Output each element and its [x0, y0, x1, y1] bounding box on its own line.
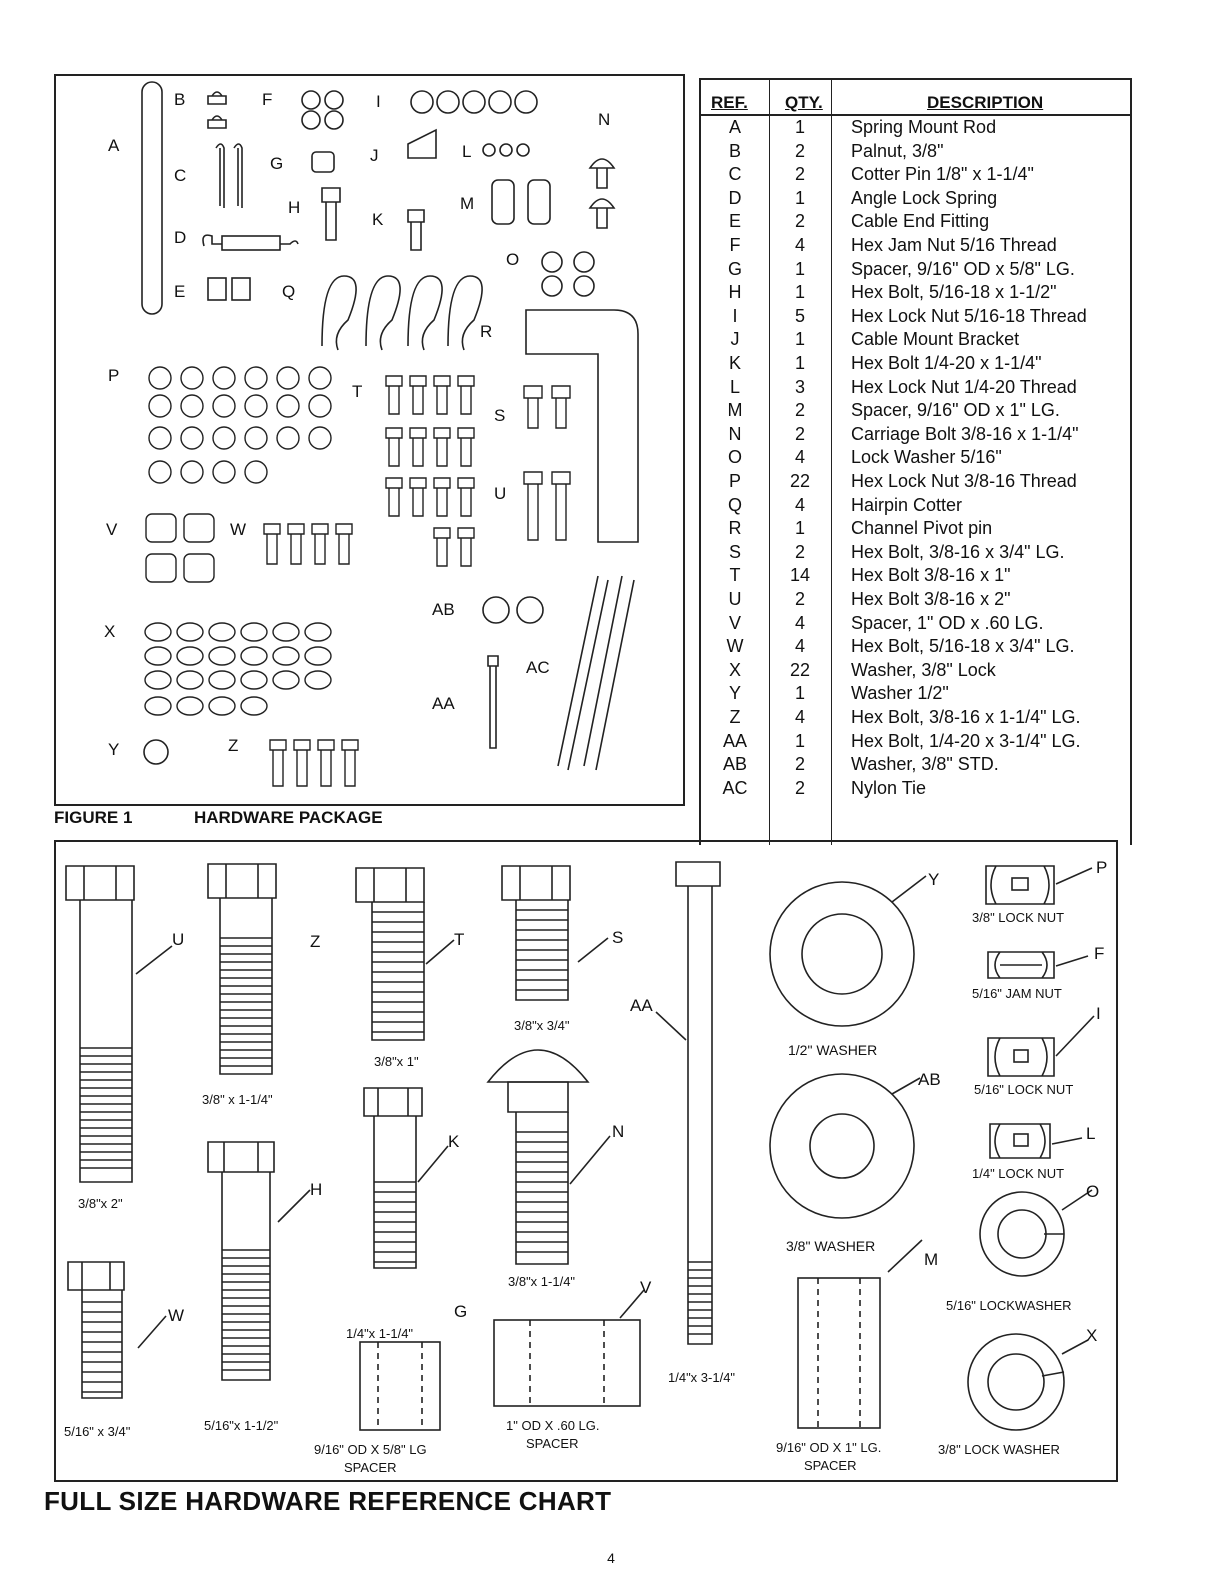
qty-cell: 1: [794, 730, 805, 751]
parts-table-row: [701, 753, 1130, 777]
caption-aa: 1/4"x 3-1/4": [668, 1370, 736, 1385]
caption-g-spacer: SPACER: [344, 1460, 397, 1475]
caption-g: 9/16" OD X 5/8" LG: [314, 1442, 427, 1457]
chart-letter-l: L: [1086, 1124, 1096, 1143]
part-letter-w: W: [230, 520, 247, 539]
caption-f: 5/16" JAM NUT: [972, 986, 1062, 1001]
part-letter-a: A: [108, 136, 120, 155]
qty-cell: 1: [794, 329, 805, 350]
ref-cell: AA: [722, 730, 747, 751]
part-letter-aa: AA: [432, 694, 455, 713]
chart-letter-n: N: [612, 1122, 625, 1141]
desc-cell: Hex Bolt, 5/16-18 x 1-1/2": [851, 282, 1057, 303]
qty-cell: 4: [794, 235, 805, 255]
chart-letter-m: M: [924, 1250, 939, 1269]
qty-cell: 2: [794, 541, 805, 562]
chart-letter-y: Y: [928, 870, 940, 889]
parts-table-row: [701, 234, 1130, 258]
qty-cell: 2: [794, 140, 805, 161]
caption-l: 1/4" LOCK NUT: [972, 1166, 1065, 1181]
ref-cell: AC: [722, 777, 748, 798]
parts-table-row: [701, 682, 1130, 706]
qty-cell: 1: [794, 353, 805, 373]
jamnut-f-drawing: [988, 952, 1088, 978]
parts-table-row: [701, 163, 1130, 187]
part-letter-z: Z: [228, 736, 239, 755]
desc-cell: Hairpin Cotter: [851, 494, 963, 515]
qty-cell: 5: [794, 305, 805, 326]
locknut-i-drawing: [988, 1016, 1094, 1076]
caption-k: 1/4"x 1-1/4": [346, 1326, 414, 1341]
locknut-l-drawing: [990, 1124, 1082, 1158]
col-ref-header: REF.: [711, 93, 748, 112]
qty-cell: 4: [794, 707, 805, 727]
parts-table-row: [701, 187, 1130, 211]
ref-cell: M: [727, 400, 743, 421]
desc-cell: Hex Bolt 1/4-20 x 1-1/4": [851, 353, 1042, 373]
washer-y-drawing: [770, 876, 926, 1026]
caption-m-spacer: SPACER: [804, 1458, 857, 1473]
ref-cell: G: [727, 258, 742, 279]
part-letter-s: S: [494, 406, 506, 425]
parts-table-header: [701, 80, 1130, 116]
ref-cell: E: [728, 211, 741, 232]
desc-cell: Hex Lock Nut 1/4-20 Thread: [851, 376, 1077, 397]
part-letter-p: P: [108, 366, 120, 385]
ref-cell: U: [728, 589, 742, 609]
desc-cell: Spacer, 9/16" OD x 5/8" LG.: [851, 258, 1075, 279]
chart-letter-i: I: [1096, 1004, 1101, 1023]
parts-table-row: [701, 588, 1130, 612]
qty-cell: 4: [794, 636, 805, 657]
parts-table-row: [701, 258, 1130, 282]
carriage-bolt-n-drawing: [488, 1050, 610, 1264]
chart-letter-o: O: [1086, 1182, 1100, 1201]
caption-v: 1" OD X .60 LG.: [506, 1418, 600, 1433]
qty-cell: 1: [794, 117, 805, 137]
qty-cell: 4: [794, 494, 805, 515]
qty-cell: 2: [794, 754, 805, 775]
desc-cell: Cable End Fitting: [851, 211, 990, 232]
qty-cell: 22: [789, 471, 811, 491]
ref-cell: Y: [728, 683, 741, 704]
part-letter-v: V: [106, 520, 118, 539]
ref-cell: I: [732, 305, 738, 326]
qty-cell: 4: [794, 612, 805, 633]
spacer-g-drawing: [360, 1342, 440, 1430]
chart-letter-f: F: [1094, 944, 1105, 963]
desc-cell: Palnut, 3/8": [851, 140, 944, 161]
part-letter-d: D: [174, 228, 187, 247]
reference-chart: [54, 840, 1118, 1482]
part-letter-y: Y: [108, 740, 120, 759]
desc-cell: Washer 1/2": [851, 683, 949, 704]
repeated-hardware: [145, 367, 570, 786]
parts-table-row: [701, 612, 1130, 636]
desc-cell: Carriage Bolt 3/8-16 x 1-1/4": [851, 423, 1079, 444]
hardware-package-drawing: [56, 76, 687, 808]
ref-cell: T: [729, 565, 741, 586]
desc-cell: Cable Mount Bracket: [851, 329, 1020, 350]
washer-ab-drawing: [770, 1074, 920, 1218]
ref-cell: L: [729, 376, 740, 397]
caption-v-spacer: SPACER: [526, 1436, 579, 1451]
part-letter-q: Q: [282, 282, 296, 301]
desc-cell: Hex Bolt 3/8-16 x 2": [851, 589, 1011, 609]
spacer-m-drawing: [798, 1240, 922, 1428]
caption-m: 9/16" OD X 1" LG.: [776, 1440, 882, 1455]
qty-cell: 1: [794, 518, 805, 539]
parts-table-row: [701, 423, 1130, 447]
parts-table-row: [701, 470, 1130, 494]
chart-letter-p: P: [1096, 858, 1108, 877]
qty-cell: 22: [789, 659, 811, 680]
bolt-s-drawing: [502, 866, 608, 1000]
chart-letter-ab: AB: [918, 1070, 941, 1089]
desc-cell: Channel Pivot pin: [851, 518, 993, 539]
ref-cell: F: [729, 235, 741, 255]
desc-cell: Angle Lock Spring: [851, 187, 998, 208]
caption-n: 3/8"x 1-1/4": [508, 1274, 576, 1289]
parts-table-row: [701, 730, 1130, 754]
caption-i: 5/16" LOCK NUT: [974, 1082, 1074, 1097]
qty-cell: 2: [794, 164, 805, 185]
parts-table-row: [701, 376, 1130, 400]
desc-cell: Spring Mount Rod: [851, 117, 997, 137]
parts-table-row: [701, 541, 1130, 565]
figure-caption: [54, 808, 383, 828]
chart-letter-u: U: [172, 930, 185, 949]
ref-cell: Q: [727, 494, 742, 515]
part-letter-ac: AC: [526, 658, 550, 677]
qty-cell: 2: [794, 423, 805, 444]
bolt-h-drawing: [208, 1142, 310, 1380]
reference-chart-drawing: [56, 842, 1120, 1484]
spacer-v-drawing: [494, 1290, 644, 1406]
desc-cell: Spacer, 9/16" OD x 1" LG.: [851, 400, 1060, 421]
desc-cell: Hex Lock Nut 3/8-16 Thread: [851, 471, 1077, 491]
qty-cell: 1: [794, 187, 805, 208]
ref-cell: X: [728, 659, 741, 680]
part-letter-e: E: [174, 282, 186, 301]
part-letter-t: T: [352, 382, 363, 401]
parts-table-row: [701, 281, 1130, 305]
chart-letter-z: Z: [310, 932, 321, 951]
chart-letter-aa: AA: [630, 996, 653, 1015]
caption-s: 3/8"x 3/4": [514, 1018, 570, 1033]
desc-cell: Hex Bolt, 3/8-16 x 3/4" LG.: [851, 541, 1065, 562]
caption-o: 5/16" LOCKWASHER: [946, 1298, 1072, 1313]
ref-cell: V: [728, 612, 741, 633]
qty-cell: 2: [794, 777, 805, 798]
desc-cell: Spacer, 1" OD x .60 LG.: [851, 612, 1044, 633]
caption-w: 5/16" x 3/4": [64, 1424, 131, 1439]
chart-letter-w: W: [168, 1306, 185, 1325]
locknut-p-drawing: [986, 866, 1092, 904]
figure-label: FIGURE 1: [54, 808, 133, 827]
ref-cell: C: [728, 164, 742, 185]
parts-table-row: [701, 305, 1130, 329]
part-letter-k: K: [372, 210, 384, 229]
qty-cell: 1: [794, 683, 805, 704]
parts-table-row: [701, 564, 1130, 588]
parts-table-row: [701, 399, 1130, 423]
ref-cell: K: [728, 353, 741, 373]
parts-table-row: [701, 140, 1130, 164]
part-letter-r: R: [480, 322, 493, 341]
lockwasher-x-drawing: [968, 1334, 1088, 1430]
part-letter-h: H: [288, 198, 301, 217]
desc-cell: Hex Bolt, 3/8-16 x 1-1/4" LG.: [851, 707, 1081, 727]
part-letter-l: L: [462, 142, 472, 161]
qty-cell: 2: [794, 589, 805, 609]
ref-cell: A: [728, 117, 741, 137]
parts-table-row: [701, 777, 1130, 801]
part-letter-ab: AB: [432, 600, 455, 619]
parts-table-row: [701, 328, 1130, 352]
desc-cell: Nylon Tie: [851, 777, 927, 798]
part-letter-x: X: [104, 622, 116, 641]
part-letter-i: I: [376, 92, 381, 111]
ref-cell: W: [726, 636, 744, 657]
desc-cell: Hex Bolt 3/8-16 x 1": [851, 565, 1011, 586]
parts-table: [699, 78, 1132, 845]
caption-x: 3/8" LOCK WASHER: [938, 1442, 1060, 1457]
figure-title: HARDWARE PACKAGE: [194, 808, 383, 827]
desc-cell: Washer, 3/8" Lock: [851, 659, 996, 680]
ref-cell: J: [730, 329, 740, 350]
parts-table-row: [701, 446, 1130, 470]
parts-table-row: [701, 352, 1130, 376]
bolt-u-drawing: [66, 866, 172, 1182]
parts-table-row: [701, 517, 1130, 541]
caption-t: 3/8"x 1": [374, 1054, 419, 1069]
qty-cell: 1: [794, 282, 805, 303]
bolt-z-drawing: [208, 864, 276, 1074]
qty-cell: 2: [794, 211, 805, 232]
ref-cell: Z: [729, 707, 741, 727]
desc-cell: Washer, 3/8" STD.: [851, 754, 999, 775]
ref-cell: D: [728, 187, 742, 208]
qty-cell: 14: [789, 565, 811, 586]
col-qty-header: QTY.: [785, 93, 823, 112]
col-desc-header: DESCRIPTION: [927, 93, 1044, 112]
reference-chart-title: FULL SIZE HARDWARE REFERENCE CHART: [44, 1486, 612, 1516]
part-letter-j: J: [370, 146, 379, 165]
part-letter-n: N: [598, 110, 611, 129]
bolt-k-drawing: [364, 1088, 448, 1268]
ref-cell: H: [728, 282, 742, 303]
desc-cell: Hex Jam Nut 5/16 Thread: [851, 235, 1057, 255]
parts-table-row: [701, 210, 1130, 234]
part-letter-u: U: [494, 484, 507, 503]
chart-letter-s: S: [612, 928, 624, 947]
part-letter-f: F: [262, 90, 273, 109]
qty-cell: 4: [794, 447, 805, 468]
qty-cell: 2: [794, 400, 805, 421]
parts-table-row: [701, 116, 1130, 140]
caption-y: 1/2" WASHER: [788, 1042, 878, 1058]
caption-p: 3/8" LOCK NUT: [972, 910, 1065, 925]
desc-cell: Hex Lock Nut 5/16-18 Thread: [851, 305, 1087, 326]
desc-cell: Lock Washer 5/16": [851, 447, 1002, 468]
chart-letter-v: V: [640, 1278, 652, 1297]
parts-table-row: [701, 659, 1130, 683]
part-letter-o: O: [506, 250, 520, 269]
qty-cell: 3: [794, 376, 805, 397]
lockwasher-o-drawing: [980, 1190, 1092, 1276]
part-letter-c: C: [174, 166, 187, 185]
hardware-package-figure: [54, 74, 685, 806]
part-letter-b: B: [174, 90, 186, 109]
chart-letter-h: H: [310, 1180, 323, 1199]
chart-letter-k: K: [448, 1132, 460, 1151]
chart-letter-g: G: [454, 1302, 468, 1321]
chart-letter-t: T: [454, 930, 465, 949]
chart-letter-x: X: [1086, 1326, 1098, 1345]
desc-cell: Hex Bolt, 1/4-20 x 3-1/4" LG.: [851, 730, 1081, 751]
ref-cell: N: [728, 423, 742, 444]
parts-table-row: [701, 635, 1130, 659]
parts-table-row: [701, 494, 1130, 518]
bolt-t-drawing: [356, 868, 454, 1040]
caption-ab: 3/8" WASHER: [786, 1238, 876, 1254]
page-number: 4: [607, 1550, 615, 1566]
bolt-w-drawing: [68, 1262, 166, 1398]
ref-cell: O: [727, 447, 742, 468]
parts-table-row: [701, 706, 1130, 730]
caption-z: 3/8" x 1-1/4": [202, 1092, 273, 1107]
qty-cell: 1: [794, 258, 805, 279]
ref-cell: S: [728, 541, 741, 562]
desc-cell: Cotter Pin 1/8" x 1-1/4": [851, 164, 1034, 185]
desc-cell: Hex Bolt, 5/16-18 x 3/4" LG.: [851, 636, 1075, 657]
part-letter-g: G: [270, 154, 284, 173]
caption-u: 3/8"x 2": [78, 1196, 123, 1211]
ref-cell: AB: [722, 754, 747, 775]
ref-cell: P: [728, 471, 741, 491]
caption-h: 5/16"x 1-1/2": [204, 1418, 279, 1433]
part-letter-m: M: [460, 194, 475, 213]
ref-cell: R: [728, 518, 742, 539]
ref-cell: B: [728, 140, 741, 161]
bolt-aa-drawing: [656, 862, 720, 1344]
